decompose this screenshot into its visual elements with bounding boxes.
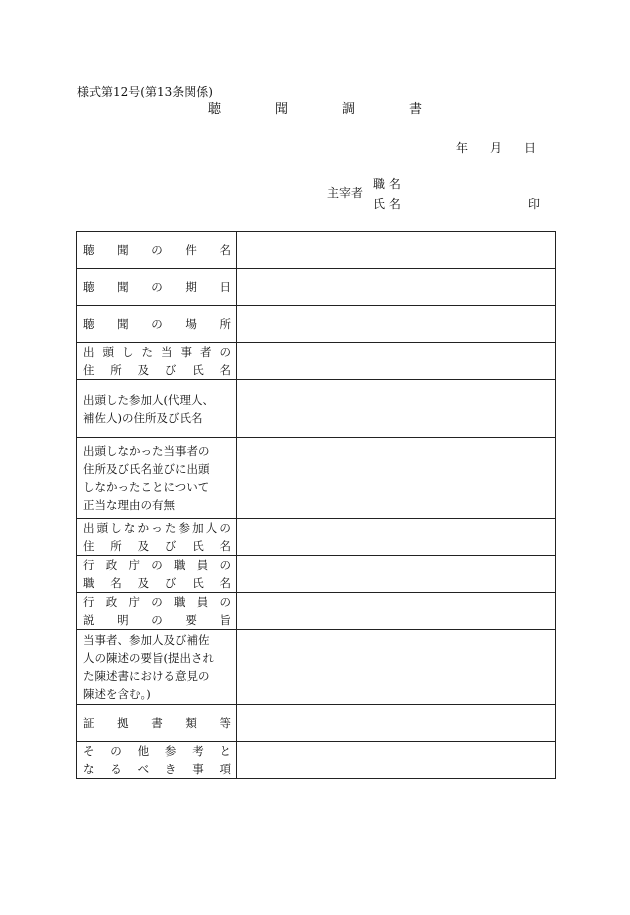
title-char: 書 [409,102,423,117]
row-label-line: 説 明 の 要 旨 [83,613,231,627]
table-row [77,593,556,630]
row-label-line: 出 頭 し な か っ た 参 加 人 の [83,521,231,535]
document-title [0,103,630,116]
row-value-field[interactable] [237,232,556,269]
presider-label: 主宰者 [327,186,364,200]
row-label [77,306,237,343]
row-label [77,630,237,705]
row-value-field[interactable] [237,519,556,556]
row-label-line: 出 頭 し た 当 事 者 の [83,345,231,359]
date-line [456,142,558,154]
name-label: 氏 名 [373,197,401,211]
row-label [77,556,237,593]
row-label-line: 行 政 庁 の 職 員 の [83,595,231,609]
table-row [77,306,556,343]
row-value-field[interactable] [237,306,556,343]
row-label-line: 陳述を含む。) [83,687,151,701]
table-row [77,380,556,438]
row-value-field[interactable] [237,269,556,306]
row-label-line: 証 拠 書 類 等 [83,716,231,730]
table-row [77,438,556,519]
row-label-line: な る べ き 事 項 [83,762,231,776]
date-label: 月 [490,141,503,155]
row-value-field[interactable] [237,556,556,593]
row-label [77,593,237,630]
row-value-field[interactable] [237,705,556,742]
row-label-line: 聴 聞 の 期 日 [83,280,231,294]
row-label-line: しなかったことについて [83,480,210,494]
row-value-field[interactable] [237,742,556,779]
row-label-line: 正当な理由の有無 [83,498,175,512]
title-char: 聴 [207,102,221,117]
row-value-field[interactable] [237,343,556,380]
row-value-field[interactable] [237,380,556,438]
row-label-line: 住 所 及 び 氏 名 [83,539,231,553]
row-label-line: 聴 聞 の 件 名 [83,243,231,257]
row-label [77,519,237,556]
table-row [77,742,556,779]
table-row [77,519,556,556]
hearing-record-table [76,231,556,779]
title-char: 聞 [274,102,288,117]
date-label: 日 [524,141,537,155]
table-row [77,232,556,269]
row-label-line: 出頭した参加人(代理人、 [83,392,214,407]
row-value-field[interactable] [237,438,556,519]
row-value-field[interactable] [237,630,556,705]
row-label [77,269,237,306]
row-label-line: そ の 他 参 考 と [83,744,231,758]
row-label [77,232,237,269]
row-label-line: た陳述書における意見の [83,669,210,683]
row-label-line: 職 名 及 び 氏 名 [83,576,231,590]
row-label-line: 人の陳述の要旨(提出され [83,651,214,665]
row-value-field[interactable] [237,593,556,630]
row-label-line: 住所及び氏名並びに出頭 [83,462,210,476]
table-row [77,343,556,380]
table-row [77,630,556,705]
row-label-line: 住 所 及 び 氏 名 [83,363,231,377]
row-label [77,438,237,519]
table-row [77,269,556,306]
form-number: 様式第12号(第13条関係) [77,85,213,99]
title-char: 調 [342,102,356,117]
row-label [77,705,237,742]
row-label-line: 行 政 庁 の 職 員 の [83,558,231,572]
date-label: 年 [456,141,469,155]
table-row [77,556,556,593]
row-label [77,343,237,380]
row-label-line: 出頭しなかった当事者の [83,444,210,458]
position-label: 職 名 [373,177,401,191]
row-label-line: 当事者、参加人及び補佐 [83,633,210,647]
table-row [77,705,556,742]
seal-label: 印 [528,197,541,211]
row-label [77,380,237,438]
row-label-line: 補佐人)の住所及び氏名 [83,410,203,425]
row-label-line: 聴 聞 の 場 所 [83,317,231,331]
row-label [77,742,237,779]
